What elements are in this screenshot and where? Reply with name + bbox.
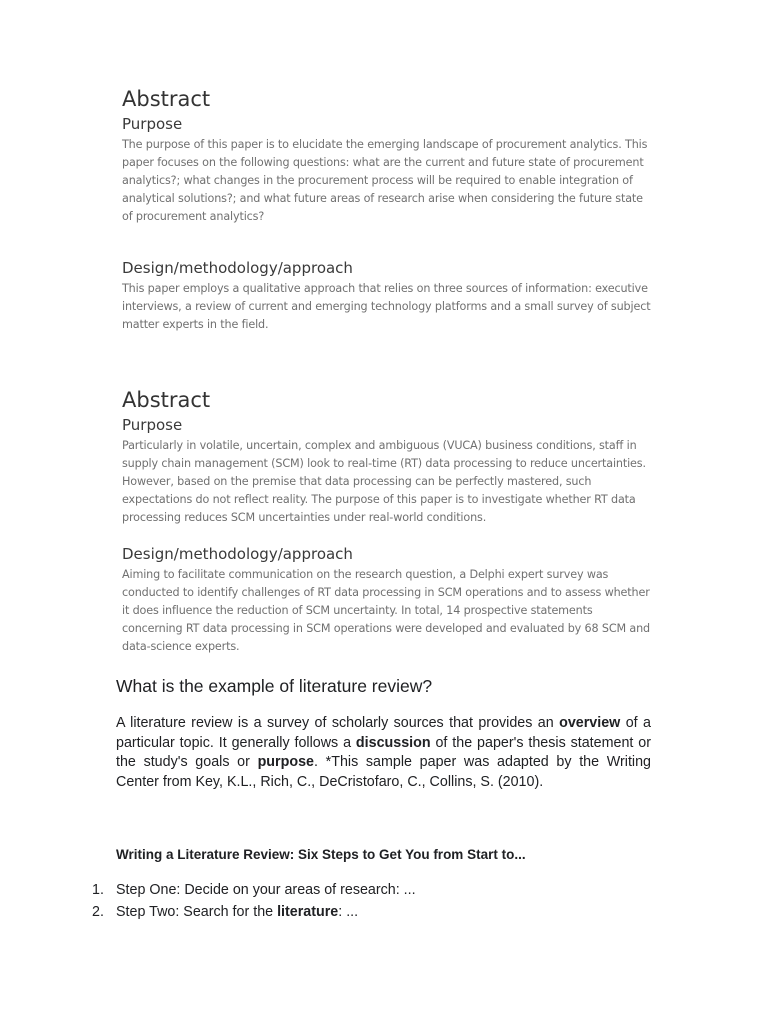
design-section-2 — [122, 544, 652, 656]
list-item — [92, 879, 416, 901]
answer-bold-purpose: purpose — [257, 754, 314, 770]
answer-bold-discussion: discussion — [355, 734, 431, 751]
abstract-section-2 — [122, 387, 652, 527]
answer-text: of a particular topic. It generally follows a — [116, 715, 651, 751]
list-item — [92, 901, 416, 923]
answer-paragraph — [116, 714, 651, 792]
step-bold-literature: literature — [277, 904, 339, 920]
step-text: Step Two: Search for the — [116, 904, 278, 920]
purpose-text: Particularly in volatile, uncertain, complex and ambiguous (VUCA) business conditions, staff in supply chain management (SCM) look to real-time (RT) data processing to reduce uncertainties. However, based on the premise that data processing can be perfectly mastered, such expectations do not reflect reality. The purpose of this paper is to investigate whether RT data processing reduces SCM uncertainties under real-world conditions. — [122, 439, 646, 524]
steps-list — [92, 879, 416, 923]
abstract-title: Abstract — [122, 87, 211, 111]
purpose-heading: Purpose — [122, 115, 183, 133]
question-heading: What is the example of literature review? — [116, 676, 433, 696]
purpose-text: The purpose of this paper is to elucidate the emerging landscape of procurement analytics. This paper focuses on the following questions: what are the current and future state of procurement analytics?; what changes in the procurement process will be required to enable integration of analytical solutions?; and what future areas of research arise when considering the future state of procurement analytics? — [122, 138, 648, 223]
design-text: This paper employs a qualitative approach that relies on three sources of information: executive interviews, a review of current and emerging technology platforms and a small survey of subject matter experts in the field. — [122, 282, 651, 331]
design-section-1 — [122, 258, 652, 334]
design-text: Aiming to facilitate communication on the research question, a Delphi expert survey was conducted to identify challenges of RT data processing in SCM operations and to assess whether it does influence the reduction of SCM uncertainty. In total, 14 prospective statements concerning RT data processing in SCM operations were developed and evaluated by 68 SCM and data-science experts. — [122, 568, 650, 653]
answer-bold-overview: overview — [559, 715, 621, 731]
qa-section — [116, 674, 651, 792]
abstract-title: Abstract — [122, 388, 211, 412]
design-heading: Design/methodology/approach — [122, 259, 353, 277]
abstract-section-1 — [122, 86, 652, 226]
step-text: : ... — [338, 904, 359, 920]
steps-title: Writing a Literature Review: Six Steps to Get You from Start to... — [116, 847, 526, 862]
answer-text: A literature review is a survey of scholarly sources that provides an — [116, 715, 560, 731]
step-number: 1. — [92, 882, 104, 898]
answer-text: of the paper's thesis statement or the study's goals or — [116, 734, 651, 770]
design-heading: Design/methodology/approach — [122, 545, 353, 563]
step-number: 2. — [92, 904, 104, 920]
step-text: Step One: Decide on your areas of research: ... — [116, 882, 416, 898]
purpose-heading: Purpose — [122, 416, 183, 434]
answer-text: . *This sample paper was adapted by the Writing Center from Key, K.L., Rich, C., DeCristofaro, C., Collins, S. (2010). — [116, 754, 651, 790]
